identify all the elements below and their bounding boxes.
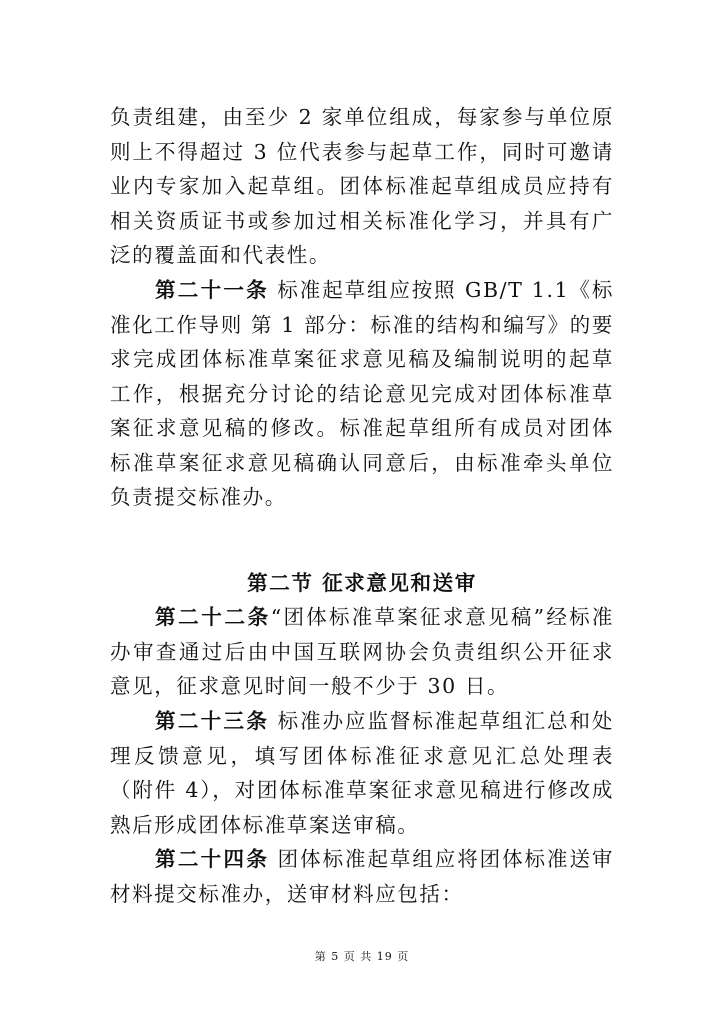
article-22-label: 第二十二条 [155, 605, 271, 629]
page-footer [0, 948, 724, 964]
paragraph-article21 [110, 273, 614, 515]
article-22-text: “团体标准草案征求意见稿”经标准办审查通过后由中国互联网协会负责组织公开征求意见，征求意见时间一般不少于 30 日。 [110, 605, 614, 698]
section-heading: 第二节 征求意见和送审 [247, 571, 477, 595]
paragraph-article23 [110, 704, 614, 842]
paragraph-article22 [110, 600, 614, 704]
paragraph-article24 [110, 842, 614, 911]
paragraph-article20-continued [110, 100, 614, 273]
article-24-label: 第二十四条 [155, 847, 270, 871]
article-21-label: 第二十一条 [155, 278, 269, 302]
article-23-text: 标准办应监督标准起草组汇总和处理反馈意见，填写团体标准征求意见汇总处理表（附件 4），对团体标准草案征求意见稿进行修改成熟后形成团体标准草案送审稿。 [110, 709, 614, 837]
paragraph-text: 负责组建，由至少 2 家单位组成，每家参与单位原则上不得超过 3 位代表参与起草工作，同时可邀请业内专家加入起草组。团体标准起草组成员应持有相关资质证书或参加过相关标准化学习，并具有广泛的覆盖面和代表性。 [110, 105, 614, 267]
article-24-text: 团体标准起草组应将团体标准送审材料提交标准办，送审材料应包括： [110, 847, 614, 906]
page-number: 第 5 页 共 19 页 [314, 950, 410, 963]
article-21-text: 标准起草组应按照 GB/T 1.1《标准化工作导则 第 1 部分：标准的结构和编写》的要求完成团体标准草案征求意见稿及编制说明的起草工作，根据充分讨论的结论意见完成对团体标准草案征求意见稿的修改。标准起草组所有成员对团体标准草案征求意见稿确认同意后，由标准牵头单位负责提交标准办。 [110, 278, 615, 509]
article-23-label: 第二十三条 [155, 709, 270, 733]
